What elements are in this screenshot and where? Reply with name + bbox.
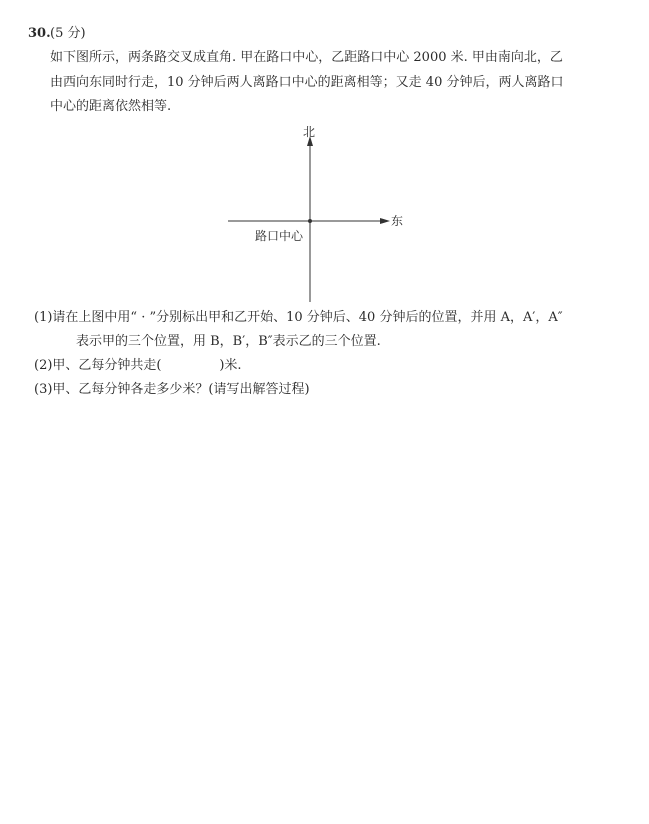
center-label: 路口中心 xyxy=(255,229,304,243)
question-line: 如下图所示，两条路交叉成直角. 甲在路口中心，乙距路口中心 2000 米. 甲由南向北，乙 xyxy=(50,50,563,65)
question-line: 中心的距离依然相等. xyxy=(50,99,172,114)
east-arrow-icon xyxy=(380,218,390,224)
part-2: (2)甲、乙每分钟共走( )米. xyxy=(34,358,242,373)
part-3: (3)甲、乙每分钟各走多少米？(请写出解答过程) xyxy=(34,382,310,397)
center-dot xyxy=(308,219,312,223)
part-1-cont: 表示甲的三个位置，用 B，B′，B″表示乙的三个位置. xyxy=(76,334,381,349)
question-number: 30. xyxy=(28,26,51,41)
question-points: (5 分) xyxy=(50,26,86,41)
north-label: 北 xyxy=(303,125,316,139)
question-line: 由西向东同时行走，10 分钟后两人离路口中心的距离相等；又走 40 分钟后，两人离路口 xyxy=(50,75,564,90)
part-1: (1)请在上图中用“ · ”分别标出甲和乙开始、10 分钟后、40 分钟后的位置，并用 A，A′，A″ xyxy=(34,310,563,325)
east-label: 东 xyxy=(391,214,404,228)
